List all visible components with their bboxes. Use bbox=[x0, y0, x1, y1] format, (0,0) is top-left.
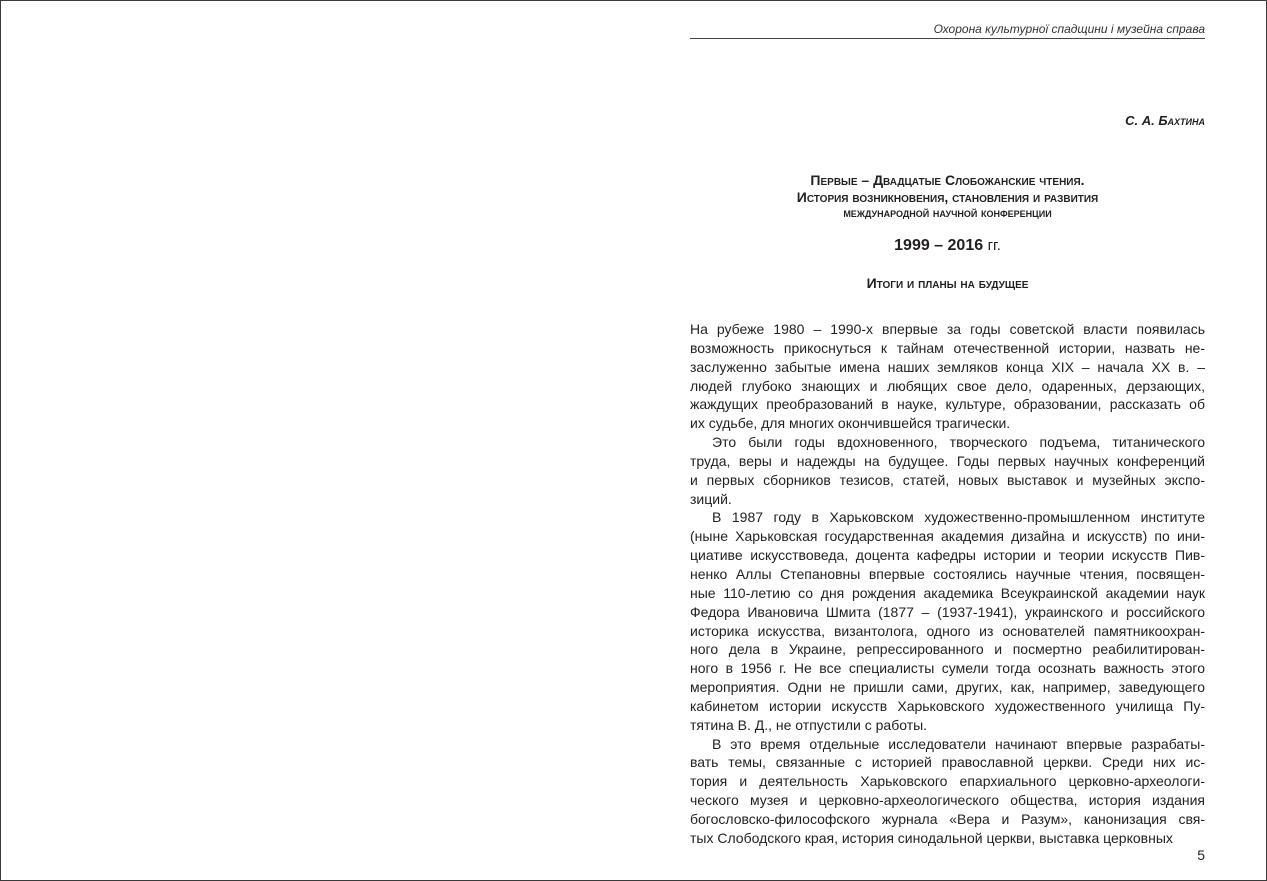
paragraph-line: труда, веры и надежды на будущее. Годы первых научных конференций bbox=[690, 452, 1205, 469]
paragraph-line: зиций. bbox=[690, 490, 732, 507]
years-suffix: гг. bbox=[987, 237, 1001, 254]
paragraph-line: мероприятия. Одни не пришли сами, других, как, например, заведующего bbox=[690, 679, 1205, 696]
article-title bbox=[690, 172, 1205, 222]
paragraph-line: В это время отдельные исследователи начинают впервые разрабаты- bbox=[712, 735, 1205, 752]
article-body bbox=[690, 320, 1205, 848]
paragraph-line: людей глубоко знающих и любящих свое дело, одаренных, дерзающих, bbox=[690, 377, 1205, 394]
paragraph-line: кабинетом истории искусств Харьковского художественного училища Пу- bbox=[690, 697, 1205, 714]
paragraph-line: Это были годы вдохновенного, творческого подъема, титанического bbox=[712, 434, 1205, 451]
article-author: С. А. Бахтина bbox=[1125, 113, 1205, 128]
paragraph-line: историка искусства, византолога, одного из основателей памятникоохран- bbox=[690, 622, 1205, 639]
paragraph-line: их судьбе, для многих окончившейся трагически. bbox=[690, 415, 1011, 432]
paragraph-line: богословско-философского журнала «Вера и Разум», канонизация свя- bbox=[690, 810, 1205, 827]
paragraph-line: Федора Ивановича Шмита (1877 – (1937-1941), украинского и российского bbox=[690, 603, 1205, 620]
paragraph-line: (ныне Харьковская государственная академия дизайна и искусств) по ини- bbox=[690, 528, 1205, 545]
paragraph-line: тятина В. Д., не отпустили с работы. bbox=[690, 716, 928, 733]
paragraph-line: циативе искусствоведа, доцента кафедры истории и теории искусств Пив- bbox=[690, 547, 1205, 564]
paragraph-line: тых Слободского края, история синодальной церкви, выставка церковных bbox=[690, 829, 1173, 846]
article-years bbox=[690, 237, 1205, 255]
paragraph-line: жаждущих преобразований в науке, культуре, образовании, рассказать об bbox=[690, 396, 1205, 413]
years-range: 1999 – 2016 bbox=[894, 237, 984, 254]
paragraph-line: вать темы, связанные с историей православной церкви. Среди них ис- bbox=[690, 754, 1205, 771]
title-line: История возникновения, становления и развития bbox=[796, 188, 1099, 205]
paragraph-line: и первых сборников тезисов, статей, новых выставок и музейных экспо- bbox=[690, 471, 1205, 488]
paragraph-line: ненко Аллы Степановны впервые состоялись научные чтения, посвящен- bbox=[690, 565, 1205, 582]
running-header: Охорона культурної спадщини і музейна справа bbox=[933, 22, 1205, 36]
paragraph-line: возможность прикоснуться к тайнам отечественной истории, назвать не- bbox=[690, 339, 1205, 356]
paragraph-line: ного дела в Украине, репрессированного и посмертно реабилитирован- bbox=[690, 641, 1205, 658]
title-line: Первые – Двадцатые Слобожанские чтения. bbox=[810, 172, 1085, 188]
page-number: 5 bbox=[1197, 847, 1205, 863]
title-line: международной научной конференции bbox=[843, 205, 1052, 220]
paragraph-line: ные 110-летию со дня рождения академика Всеукраинской академии наук bbox=[690, 584, 1205, 601]
paragraph-line: В 1987 году в Харьковском художественно-промышленном институте bbox=[712, 509, 1205, 526]
paragraph-line: тория и деятельность Харьковского епархиального церковно-археологи- bbox=[690, 773, 1205, 790]
paragraph-line: ного в 1956 г. Не все специалисты сумели тогда осознать важность этого bbox=[690, 660, 1205, 677]
header-rule bbox=[690, 38, 1205, 39]
article-subtitle: Итоги и планы на будущее bbox=[866, 275, 1029, 291]
paragraph-line: заслуженно забытые имена наших земляков конца XIX – начала XX в. – bbox=[690, 358, 1205, 375]
paragraph-line: ческого музея и церковно-археологического общества, история издания bbox=[690, 792, 1205, 809]
paragraph-line: На рубеже 1980 – 1990-х впервые за годы советской власти появилась bbox=[690, 321, 1205, 337]
